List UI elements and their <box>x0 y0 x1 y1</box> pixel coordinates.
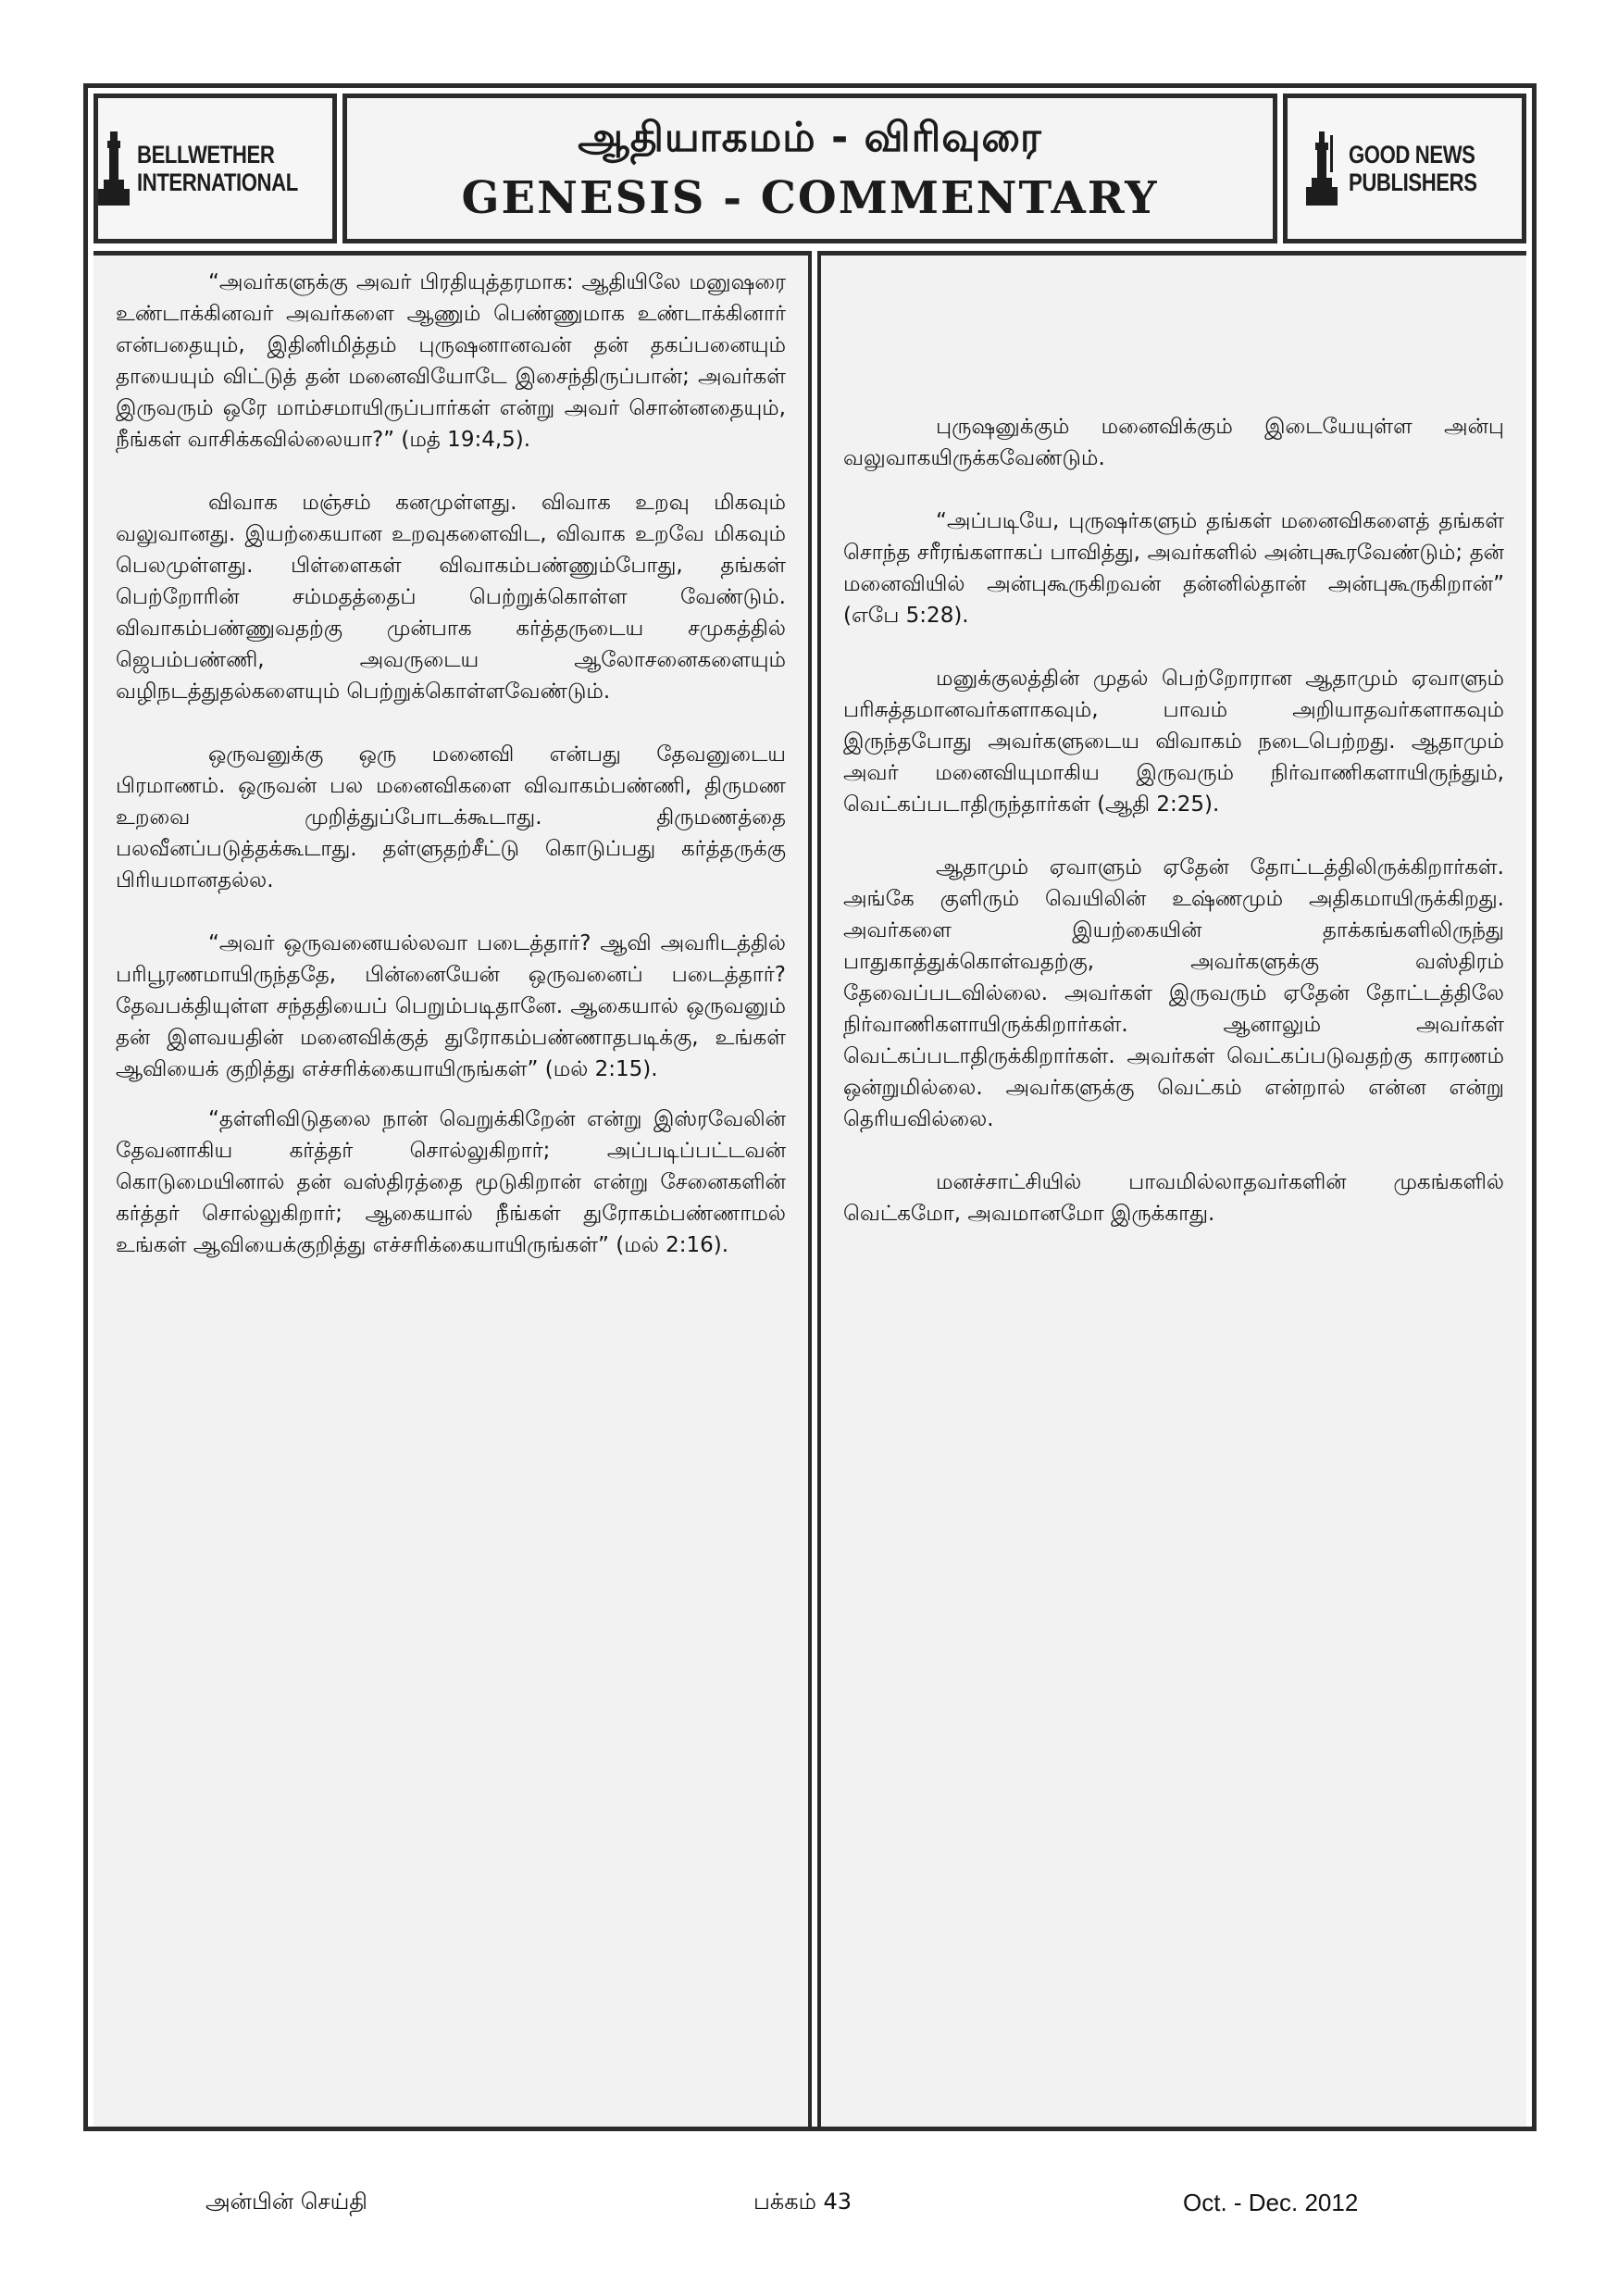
body-columns <box>93 251 1526 2127</box>
left-paragraph-3: ஒருவனுக்கு ஒரு மனைவி என்பது தேவனுடைய பிரமாணம். ஒருவன் பல மனைவிகளை விவாகம்பண்ணி, திருமண உறவை முறித்துப்போடக்கூடாது. திருமணத்தை பலவீனப்படுத்தக்கூடாது. தள்ளுதற்சீட்டு கொடுப்பது கர்த்தருக்கு பிரியமானதல்ல. <box>116 742 786 892</box>
page-footer <box>0 2189 1618 2226</box>
bellwether-logo <box>98 130 333 207</box>
left-paragraph-2: விவாக மஞ்சம் கனமுள்ளது. விவாக உறவு மிகவும் வலுவானது. இயற்கையான உறவுகளைவிட, விவாக உறவே மிகவும் பெலமுள்ளது. பிள்ளைகள் விவாகம்பண்ணும்போது, தங்கள் பெற்றோரின் சம்மதத்தைப் பெற்றுக்கொள்ள வேண்டும். விவாகம்பண்ணுவதற்கு முன்பாக கர்த்தருடைய சமுகத்தில் ஜெபம்பண்ணி, அவருடைய ஆலோசனைகளையும் வழிநடத்துதல்களையும் பெற்றுக்கொள்ளவேண்டும். <box>116 491 786 704</box>
good-news-logo-box <box>1283 94 1526 243</box>
bellwether-figure-icon <box>98 130 130 207</box>
footer-page-number: பக்கம் 43 <box>753 2189 853 2215</box>
right-column <box>817 251 1526 2127</box>
left-column <box>93 251 812 2127</box>
bellwether-line1: BELLWETHER <box>136 141 274 168</box>
left-paragraph-5: “தள்ளிவிடுதலை நான் வெறுக்கிறேன் என்று இஸ்ரவேலின் தேவனாகிய கர்த்தர் சொல்லுகிறார்; அப்படிப்பட்டவன் கொடுமையினால் தன் வஸ்திரத்தை மூடுகிறான் என்று சேனைகளின் கர்த்தர் சொல்லுகிறார்; ஆகையால் நீங்கள் துரோகம்பண்ணாமல் உங்கள் ஆவியைக்குறித்து எச்சரிக்கையாயிருங்கள்” (மல் 2:16). <box>116 1107 786 1257</box>
footer-publication: அன்பின் செய்தி <box>205 2189 367 2215</box>
right-paragraph-5: மனச்சாட்சியில் பாவமில்லாதவர்களின் முகங்களில் வெட்கமோ, அவமானமோ இருக்காது. <box>843 1170 1504 1226</box>
page-title-english: GENESIS - COMMENTARY <box>461 171 1159 224</box>
good-news-line1: GOOD NEWS <box>1348 141 1475 168</box>
page-title-tamil: ஆதியாகமம் - விரிவுரை <box>578 113 1042 161</box>
footer-date: Oct. - Dec. 2012 <box>1183 2189 1359 2216</box>
right-paragraph-2: “அப்படியே, புருஷர்களும் தங்கள் மனைவிகளைத் தங்கள் சொந்த சரீரங்களாகப் பாவித்து, அவர்களில் அன்புகூரவேண்டும்; தன் மனைவியில் அன்புகூருகிறவன் தன்னில்தான் அன்புகூருகிறான்” (எபே 5:28). <box>843 509 1504 628</box>
left-paragraph-1: “அவர்களுக்கு அவர் பிரதியுத்தரமாக: ஆதியிலே மனுஷரை உண்டாக்கினவர் அவர்களை ஆணும் பெண்ணுமாக உண்டாக்கினார் என்பதையும், இதினிமித்தம் புருஷனானவன் தன் தகப்பனையும் தாயையும் விட்டுத் தன் மனைவியோடே இசைந்திருப்பான்; அவர்கள் இருவரும் ஒரே மாம்சமாயிருப்பார்கள் என்று அவர் சொன்னதையும், நீங்கள் வாசிக்கவில்லையா?” (மத் 19:4,5). <box>116 270 786 452</box>
right-paragraph-3: மனுக்குலத்தின் முதல் பெற்றோரான ஆதாமும் ஏவாளும் பரிசுத்தமானவர்களாகவும், பாவம் அறியாதவர்களாகவும் இருந்தபோது அவர்களுடைய விவாகம் நடைபெற்றது. ஆதாமும் அவர் மனைவியுமாகிய இருவரும் நிர்வாணிகளாயிருந்தும், வெட்கப்படாதிருந்தார்கள் (ஆதி 2:25). <box>843 667 1504 817</box>
bellwether-logo-box <box>93 94 337 243</box>
left-paragraph-4: “அவர் ஒருவனையல்லவா படைத்தார்? ஆவி அவரிடத்தில் பரிபூரணமாயிருந்ததே, பின்னையேன் ஒருவனைப் படைத்தார்? தேவபக்தியுள்ள சந்ததியைப் பெறும்படிதானே. ஆகையால் ஒருவனும் தன் இளவயதின் மனைவிக்குத் துரோகம்பண்ணாதபடிக்கு, உங்கள் ஆவியைக் குறித்து எச்சரிக்கையாயிருங்கள்” (மல் 2:15). <box>116 931 786 1081</box>
page-frame <box>83 83 1537 2131</box>
good-news-logo <box>1304 130 1505 207</box>
right-paragraph-1: புருஷனுக்கும் மனைவிக்கும் இடையேயுள்ள அன்பு வலுவாகயிருக்கவேண்டும். <box>843 415 1504 470</box>
title-box <box>342 94 1277 243</box>
bellwether-line2: INTERNATIONAL <box>136 168 298 196</box>
page-header <box>93 94 1526 243</box>
good-news-figure-icon <box>1304 130 1341 207</box>
right-paragraph-4: ஆதாமும் ஏவாளும் ஏதேன் தோட்டத்திலிருக்கிறார்கள். அங்கே குளிரும் வெயிலின் உஷ்ணமும் அதிகமாயிருக்கிறது. அவர்களை இயற்கையின் தாக்கங்களிலிருந்து பாதுகாத்துக்கொள்வதற்கு, அவர்களுக்கு வஸ்திரம் தேவைப்படவில்லை. அவர்கள் இருவரும் ஏதேன் தோட்டத்திலே நிர்வாணிகளாயிருக்கிறார்கள். ஆனாலும் அவர்கள் வெட்கப்படாதிருக்கிறார்கள். அவர்கள் வெட்கப்படுவதற்கு காரணம் ஒன்றுமில்லை. அவர்களுக்கு வெட்கம் என்றால் என்ன என்று தெரியவில்லை. <box>843 855 1504 1131</box>
good-news-line2: PUBLISHERS <box>1348 168 1477 196</box>
